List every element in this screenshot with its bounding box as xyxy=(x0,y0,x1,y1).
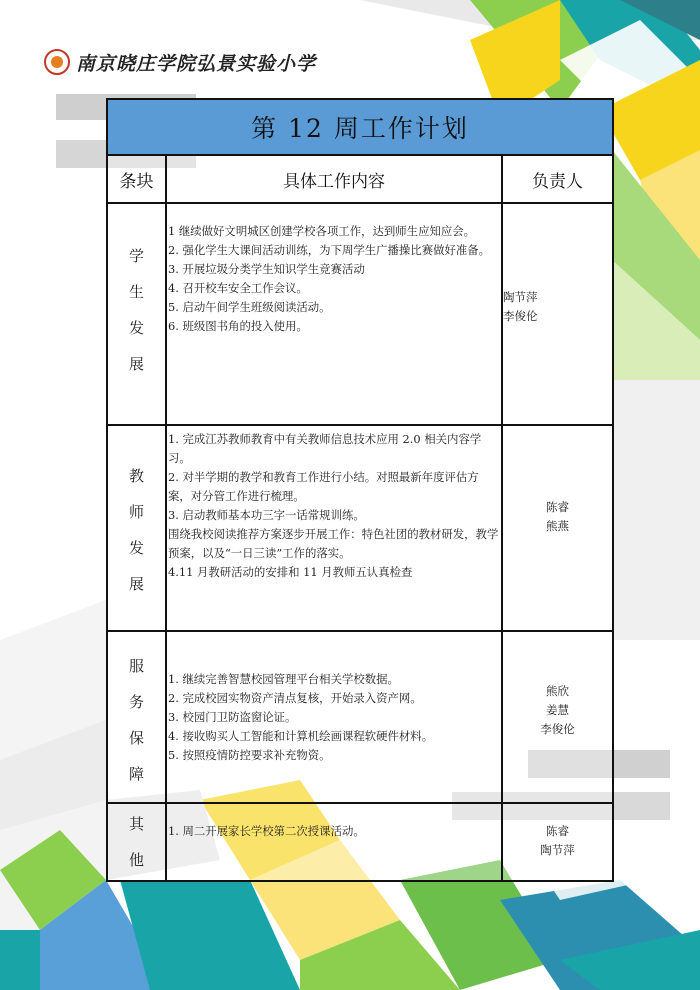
list-item: 4. 接收购买人工智能和计算机绘画课程软硬件材料。 xyxy=(168,729,434,743)
header-category: 条块 xyxy=(119,171,154,192)
row-divider xyxy=(108,630,612,632)
category-other: 其 他 xyxy=(128,815,144,869)
content-service xyxy=(167,670,501,765)
list-item: 3. 启动教师基本功三字一话常规训练。 xyxy=(168,508,365,522)
content-other xyxy=(167,822,501,841)
list-item: 5. 启动午间学生班级阅读活动。 xyxy=(168,300,331,314)
category-service: 服 务 保 障 xyxy=(128,657,144,783)
owner-other: 陈睿 陶节萍 xyxy=(540,824,575,857)
list-item: 1. 继续完善智慧校园管理平台相关学校数据。 xyxy=(168,672,399,686)
page-title: 第 12 周工作计划 xyxy=(108,100,612,156)
content-student xyxy=(167,222,501,336)
row-divider xyxy=(108,802,612,804)
header-owner: 负责人 xyxy=(532,171,583,192)
category-student: 学 生 发 展 xyxy=(128,247,144,373)
content-teacher xyxy=(167,430,501,582)
list-item: 2. 强化学生大课间活动训练，为下周学生广播操比赛做好准备。 xyxy=(168,243,491,257)
header-content: 具体工作内容 xyxy=(283,171,385,192)
owner-teacher: 陈睿 熊燕 xyxy=(546,500,569,533)
list-item: 1. 周二开展家长学校第二次授课活动。 xyxy=(168,824,365,838)
list-item: 3. 开展垃圾分类学生知识学生竞赛活动 xyxy=(168,262,365,276)
list-item: 3. 校园门卫防盗窗论证。 xyxy=(168,710,297,724)
school-logo-icon xyxy=(44,49,70,75)
list-item: 1 继续做好文明城区创建学校各项工作，达到师生应知应会。 xyxy=(168,224,476,238)
owner-service: 熊欣 姜慧 李俊伦 xyxy=(540,684,575,736)
list-item: 1. 完成江苏教师教育中有关教师信息技术应用 2.0 相关内容学习。 xyxy=(168,432,482,465)
owner-student: 陶节萍 李俊伦 xyxy=(503,290,538,323)
list-item: 4. 召开校车安全工作会议。 xyxy=(168,281,308,295)
category-teacher: 教 师 发 展 xyxy=(128,467,144,593)
row-divider xyxy=(108,424,612,426)
list-item: 2. 完成校园实物资产清点复核，开始录入资产网。 xyxy=(168,691,422,705)
row-divider xyxy=(108,202,612,204)
list-item: 2. 对半学期的教学和教育工作进行小结。对照最新年度评估方案，对分管工作进行梳理。 xyxy=(168,470,479,503)
school-header xyxy=(44,46,316,78)
school-name: 南京晓庄学院弘景实验小学 xyxy=(76,52,317,75)
work-plan-table xyxy=(106,98,614,882)
list-item: 围绕我校阅读推荐方案逐步开展工作：特色社团的教材研发，教学预案，以及“一日三读”工作的落实。 xyxy=(168,527,499,560)
list-item: 5. 按照疫情防控要求补充物资。 xyxy=(168,748,331,762)
list-item: 4.11 月教研活动的安排和 11 月教师五认真检查 xyxy=(168,565,413,579)
list-item: 6. 班级图书角的投入使用。 xyxy=(168,319,308,333)
